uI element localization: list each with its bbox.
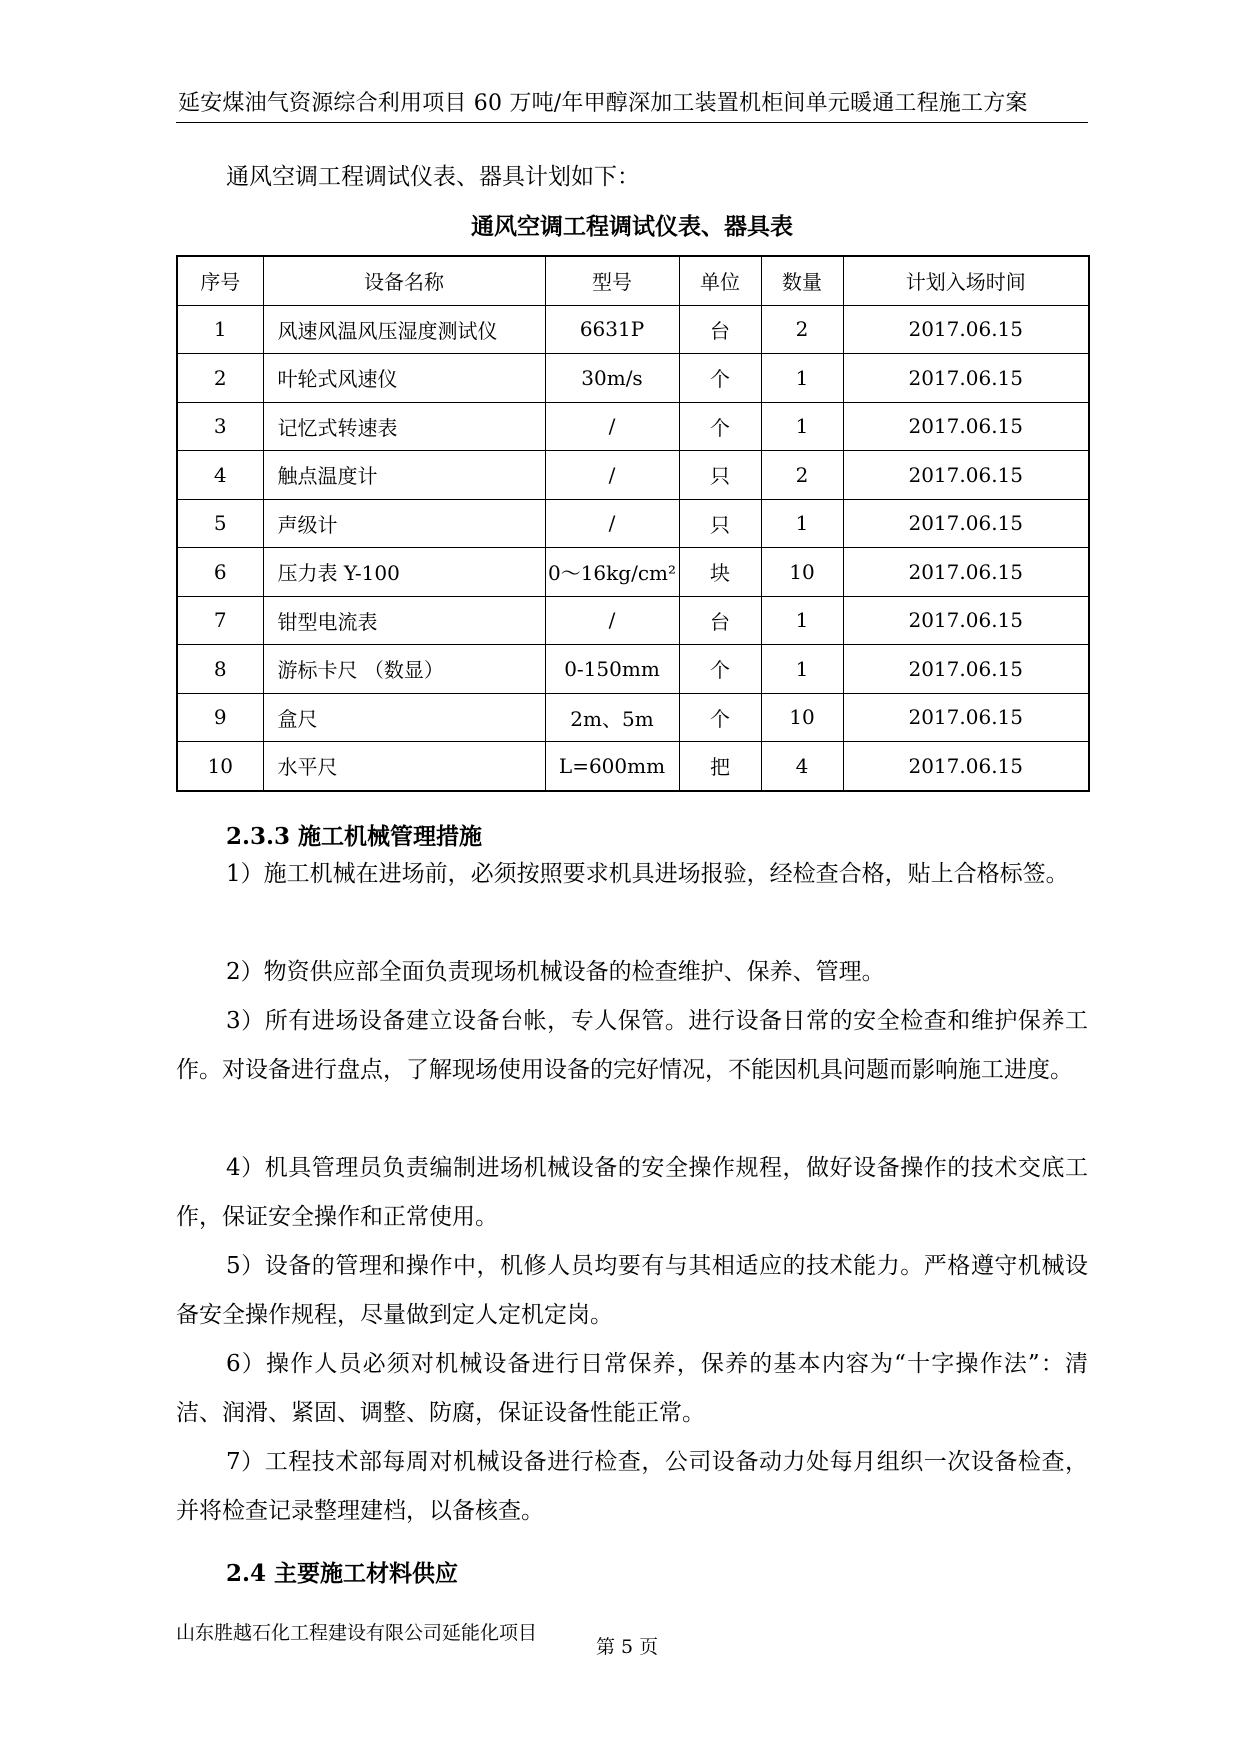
- table-cell: 6: [177, 548, 263, 597]
- paragraph: 4）机具管理员负责编制进场机械设备的安全操作规程，做好设备操作的技术交底工作，保证安全操作和正常使用。: [176, 1155, 1088, 1230]
- table-cell: 2017.06.15: [843, 451, 1089, 500]
- table-cell: 压力表 Y-100: [263, 548, 545, 597]
- table-cell: 2017.06.15: [843, 645, 1089, 694]
- table-cell: 10: [761, 548, 843, 597]
- table-cell: 10: [177, 742, 263, 791]
- table-cell: 2017.06.15: [843, 305, 1089, 354]
- table-cell: 风速风温风压湿度测试仪: [263, 305, 545, 354]
- equipment-table: [176, 255, 1090, 792]
- footer-company: 山东胜越石化工程建设有限公司延能化项目: [176, 1622, 538, 1644]
- table-cell: 2017.06.15: [843, 693, 1089, 742]
- table-cell: 9: [177, 693, 263, 742]
- page-header-title: 延安煤油气资源综合利用项目 60 万吨/年甲醇深加工装置机柜间单元暖通工程施工方案: [178, 91, 1028, 116]
- table-row: [177, 693, 1089, 742]
- table-cell: 只: [679, 499, 761, 548]
- paragraph: 5）设备的管理和操作中，机修人员均要有与其相适应的技术能力。严格遵守机械设备安全操作规程，尽量做到定人定机定岗。: [176, 1253, 1088, 1328]
- table-cell: 1: [761, 499, 843, 548]
- table-cell: 1: [177, 305, 263, 354]
- table-cell: 8: [177, 645, 263, 694]
- table-cell: 1: [761, 354, 843, 403]
- table-row: [177, 499, 1089, 548]
- table-cell: 0-150mm: [545, 645, 679, 694]
- table-cell: 台: [679, 596, 761, 645]
- table-cell: 5: [177, 499, 263, 548]
- column-header: 数量: [761, 256, 843, 305]
- paragraph: 7）工程技术部每周对机械设备进行检查，公司设备动力处每月组织一次设备检查，并将检查记录整理建档，以备核查。: [176, 1449, 1088, 1524]
- table-cell: 30m/s: [545, 354, 679, 403]
- table-cell: 4: [177, 451, 263, 500]
- table-cell: 1: [761, 645, 843, 694]
- table-title: 通风空调工程调试仪表、器具表: [471, 213, 793, 240]
- table-cell: 游标卡尺 （数显）: [263, 645, 545, 694]
- table-cell: 2: [761, 305, 843, 354]
- table-cell: 2017.06.15: [843, 354, 1089, 403]
- table-cell: 0～16kg/cm²: [545, 548, 679, 597]
- table-cell: 个: [679, 402, 761, 451]
- table-cell: 7: [177, 596, 263, 645]
- table-cell: /: [545, 499, 679, 548]
- section-heading: 2.4 主要施工材料供应: [226, 1560, 459, 1587]
- table-cell: 触点温度计: [263, 451, 545, 500]
- table-cell: 个: [679, 645, 761, 694]
- header-rule: [176, 122, 1088, 123]
- table-cell: 记忆式转速表: [263, 402, 545, 451]
- table-cell: 2017.06.15: [843, 742, 1089, 791]
- table-cell: 3: [177, 402, 263, 451]
- table-cell: 个: [679, 354, 761, 403]
- table-row: [177, 305, 1089, 354]
- table-cell: 2: [177, 354, 263, 403]
- paragraph: 2）物资供应部全面负责现场机械设备的检查维护、保养、管理。: [226, 959, 885, 985]
- table-cell: 声级计: [263, 499, 545, 548]
- column-header: 计划入场时间: [843, 256, 1089, 305]
- table-cell: 叶轮式风速仪: [263, 354, 545, 403]
- table-row: [177, 451, 1089, 500]
- paragraph: 3）所有进场设备建立设备台帐，专人保管。进行设备日常的安全检查和维护保养工作。对设备进行盘点，了解现场使用设备的完好情况，不能因机具问题而影响施工进度。: [176, 1008, 1088, 1083]
- intro-text: 通风空调工程调试仪表、器具计划如下：: [226, 164, 640, 190]
- table-cell: 10: [761, 693, 843, 742]
- table-row: [177, 596, 1089, 645]
- table-row: [177, 402, 1089, 451]
- paragraph: 1）施工机械在进场前，必须按照要求机具进场报验，经检查合格，贴上合格标签。: [226, 861, 1069, 887]
- table-cell: 1: [761, 596, 843, 645]
- table-row: [177, 354, 1089, 403]
- table-cell: /: [545, 451, 679, 500]
- table-cell: /: [545, 596, 679, 645]
- table-row: [177, 548, 1089, 597]
- table-cell: 4: [761, 742, 843, 791]
- table-cell: 块: [679, 548, 761, 597]
- table-cell: 2017.06.15: [843, 499, 1089, 548]
- table-cell: 2: [761, 451, 843, 500]
- paragraph: 6）操作人员必须对机械设备进行日常保养，保养的基本内容为“十字操作法”：清洁、润滑、紧固、调整、防腐，保证设备性能正常。: [176, 1351, 1088, 1426]
- table-cell: 个: [679, 693, 761, 742]
- footer-page-number: 第 5 页: [596, 1636, 659, 1658]
- table-cell: 1: [761, 402, 843, 451]
- table-cell: 盒尺: [263, 693, 545, 742]
- table-cell: L=600mm: [545, 742, 679, 791]
- table-row: [177, 742, 1089, 791]
- table-cell: 水平尺: [263, 742, 545, 791]
- table-cell: 2017.06.15: [843, 548, 1089, 597]
- table-cell: 只: [679, 451, 761, 500]
- column-header: 设备名称: [263, 256, 545, 305]
- table-cell: 把: [679, 742, 761, 791]
- column-header: 序号: [177, 256, 263, 305]
- table-cell: 2017.06.15: [843, 596, 1089, 645]
- table-cell: /: [545, 402, 679, 451]
- table-cell: 钳型电流表: [263, 596, 545, 645]
- column-header: 单位: [679, 256, 761, 305]
- column-header: 型号: [545, 256, 679, 305]
- table-row: [177, 645, 1089, 694]
- table-header-row: [177, 256, 1089, 305]
- table-body: [177, 305, 1089, 791]
- table-cell: 台: [679, 305, 761, 354]
- table-cell: 2017.06.15: [843, 402, 1089, 451]
- table-cell: 6631P: [545, 305, 679, 354]
- table-cell: 2m、5m: [545, 693, 679, 742]
- section-heading: 2.3.3 施工机械管理措施: [226, 823, 483, 850]
